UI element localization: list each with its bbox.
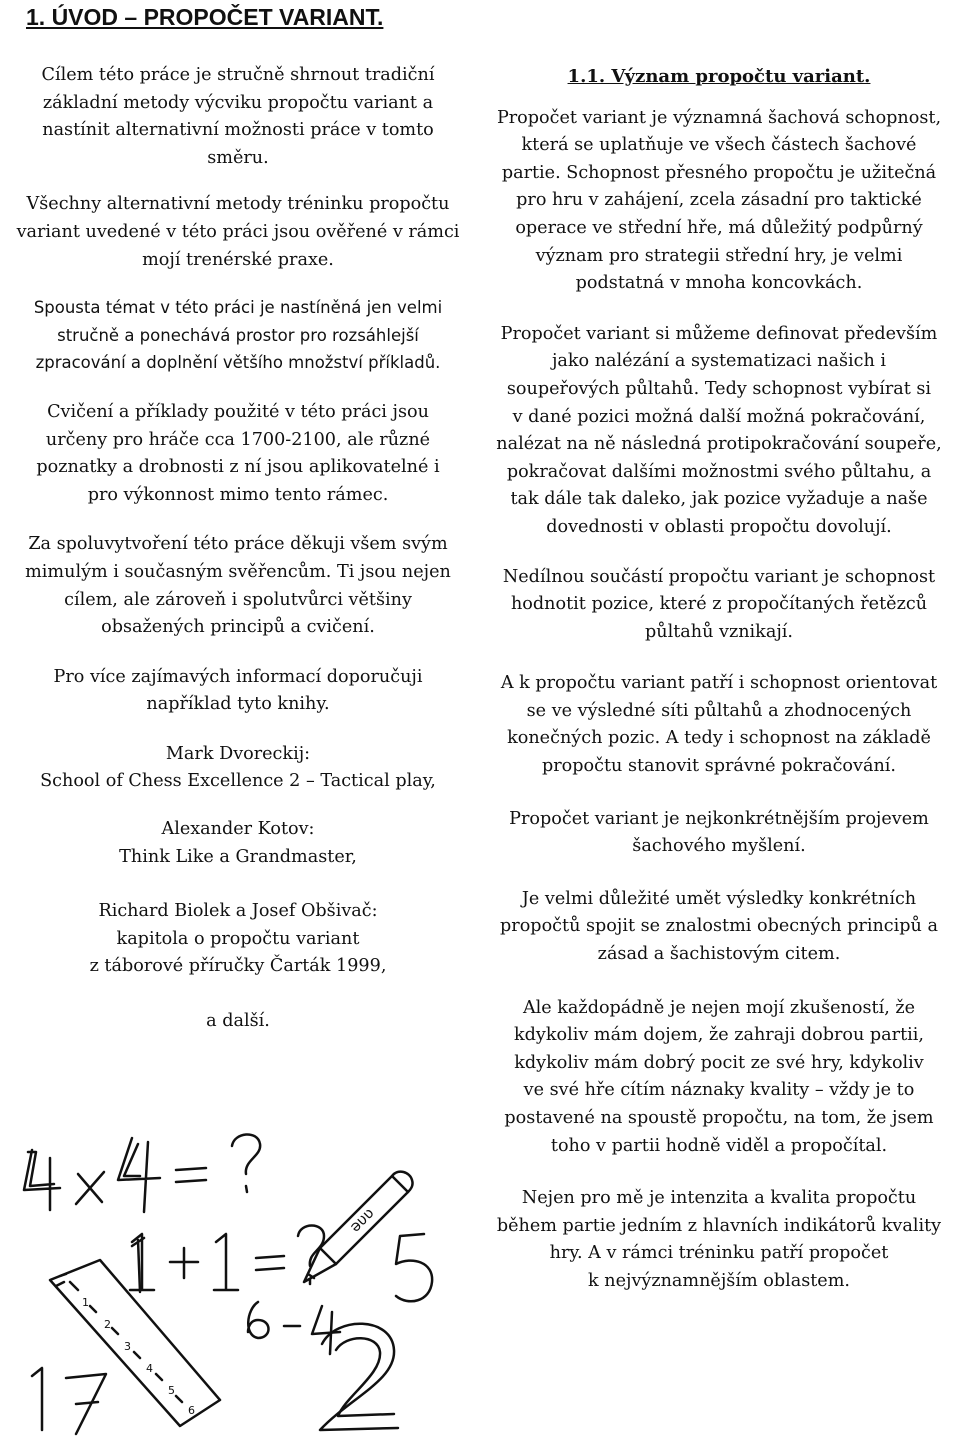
definition-paragraph: Propočet variant si můžeme definovat především jako nalézání a systematizaci našich i soupeřových půltahů. Tedy schopnost vybírat si v dané pozici možná další možná pokračování, nalézat na ně následná protipokračování soupeře, pokračovat dalšími možnostmi svého půltahu, a tak dále tak daleko, jak pozice vyžaduje a naše dovednosti v oblasti propočtu dovolují. — [496, 323, 942, 537]
closing-text: a další. — [206, 1011, 270, 1032]
ruler-mark: 4 — [146, 1362, 153, 1375]
doodle-ruler — [50, 1260, 220, 1426]
doodle-number-17 — [32, 1368, 106, 1434]
doodle-expression — [248, 1302, 340, 1354]
book-reference: Richard Biolek a Josef Obšivač: kapitola o propočtu variant z táborové příručky Čarták 1999, — [89, 901, 387, 977]
ruler-mark: 1 — [82, 1296, 89, 1309]
intensity-paragraph: Nejen pro mě je intenzita a kvalita propočtu během partie jedním z hlavních indikátorů kvality hry. A v rámci tréninku patří propočet k nejvýznamnějším oblastem. — [496, 1188, 942, 1291]
math-doodle-illustration — [20, 1130, 460, 1440]
doodle-pencil-text: ǝυʋ — [345, 1203, 378, 1236]
methods-paragraph: Všechny alternativní metody tréninku propočtu variant uvedené v této práci jsou ověřené v rámci mojí trenérské praxe. — [16, 194, 460, 270]
principles-paragraph: Je velmi důležité umět výsledky konkrétních propočtů spojit se znalostmi obecných principů a zásad a šachistovým citem. — [500, 888, 938, 965]
doodle-equation-add — [130, 1226, 324, 1293]
page-title: 1. ÚVOD – PROPOČET VARIANT. — [26, 4, 384, 30]
ruler-mark: 5 — [168, 1384, 175, 1397]
book-reference: Alexander Kotov: Think Like a Grandmaster, — [119, 819, 357, 867]
evaluation-paragraph: Nedílnou součástí propočtu variant je schopnost hodnotit pozice, které z propočítaných řetězců půltahů vznikají. — [502, 566, 936, 642]
topics-paragraph: Spousta témat v této práci je nastíněná jen velmi stručně a ponechává prostor pro rozsáhlejší zpracování a doplnění většího množství příkladů. — [33, 298, 443, 373]
ruler-mark: 3 — [124, 1340, 131, 1353]
recommendation-paragraph: Pro více zajímavých informací doporučuji například tyto knihy. — [53, 666, 423, 715]
intro-paragraph: Cílem této práce je stručně shrnout tradiční základní metody výcviku propočtu variant a nastínit alternativní možnosti práce v tomto směru. — [41, 65, 435, 168]
ruler-mark: 2 — [104, 1318, 111, 1331]
exercises-paragraph: Cvičení a příklady použité v této práci jsou určeny pro hráče cca 1700-2100, ale různé poznatky a drobnosti z ní jsou aplikovatelné i pro výkonnost mimo tento rámec. — [36, 401, 440, 505]
doodle-equation-text: 4 × 4 = ? — [20, 1130, 25, 1131]
thanks-paragraph: Za spoluvytvoření této práce děkuji všem svým mimulým i současným svěřencům. Ti jsou nejen cílem, ale zároveň i spolutvůrci většiny obsažených principů a cvičení. — [25, 534, 451, 638]
doodle-number-5 — [396, 1234, 432, 1301]
concrete-paragraph: Propočet variant je nejkonkrétnějším projevem šachového myšlení. — [509, 808, 929, 857]
ruler-mark: 6 — [188, 1404, 195, 1417]
right-column — [480, 63, 958, 1296]
doodle-equation-multiply — [24, 1134, 260, 1212]
book-reference: Mark Dvoreckij: School of Chess Excellence 2 – Tactical play, — [40, 743, 436, 792]
orientation-paragraph: A k propočtu variant patří i schopnost orientovat se ve výsledné síti půltahů a zhodnocených konečných pozic. A tedy i schopnost na základě propočtu stanovit správné pokračování. — [500, 673, 938, 777]
section-heading: 1.1. Význam propočtu variant. — [567, 66, 871, 87]
experience-paragraph: Ale každopádně je nejen mojí zkušeností, že kdykoliv mám dojem, že zahraji dobrou partii, kdykoliv mám dobrý pocit ze své hry, kdykoliv ve své hře cítím náznaky kvality – vždy je to postavené na spoustě propočtu, na tom, že jsem toho v partii hodně viděl a propočítal. — [504, 997, 934, 1156]
importance-paragraph: Propočet variant je významná šachová schopnost, která se uplatňuje ve všech částech šachové partie. Schopnost přesného propočtu je užitečná pro hru v zahájení, zcela zásadní pro taktické operace ve střední hře, má důležitý podpůrný význam pro strategii střední hry, je velmi podstatná v mnoha koncovkách. — [496, 107, 942, 294]
left-column — [0, 62, 476, 1036]
